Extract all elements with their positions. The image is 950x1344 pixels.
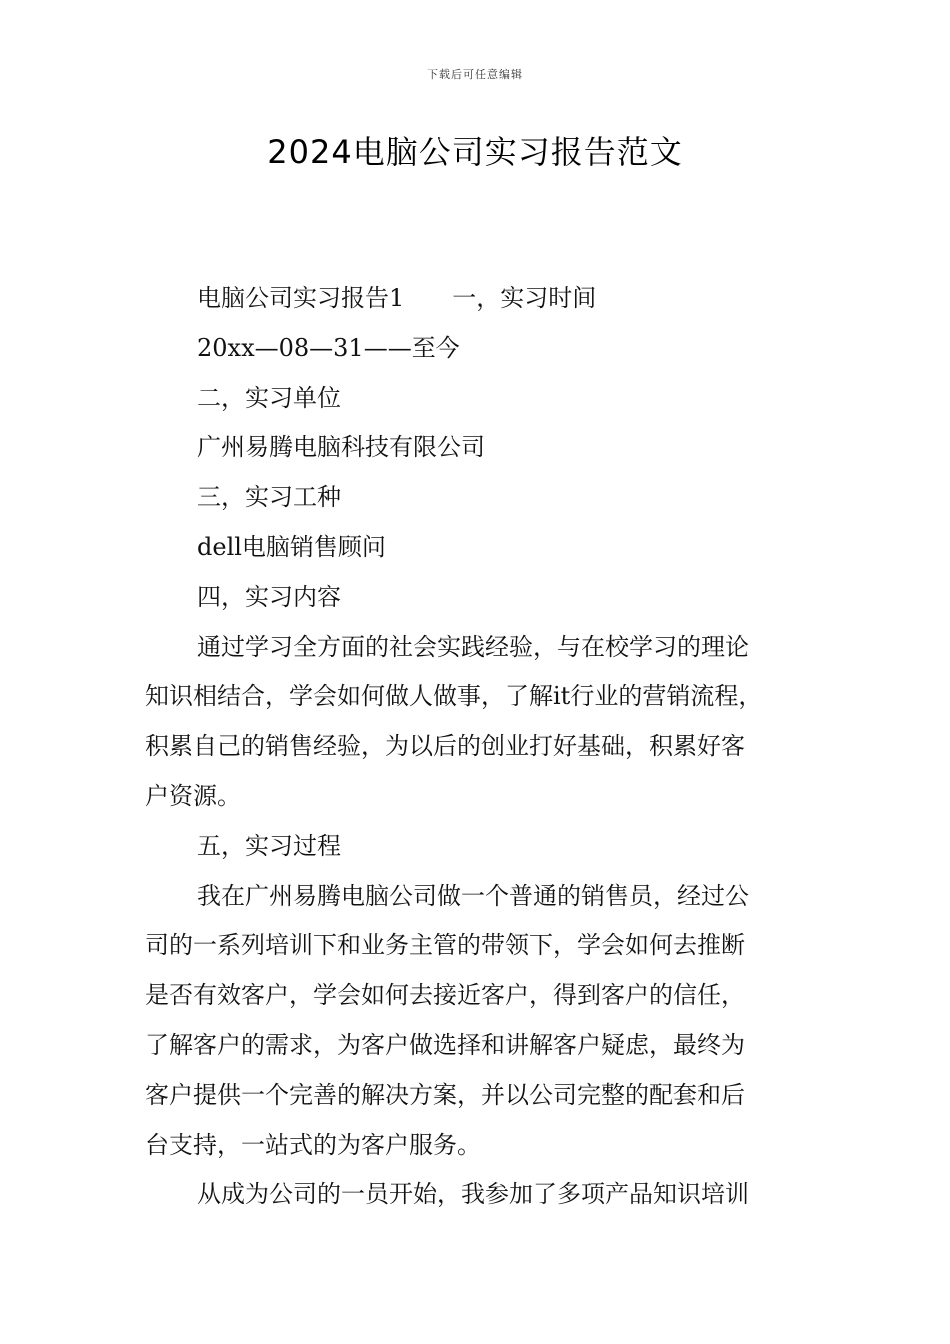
- heading-job-type: 三，实习工种: [197, 483, 341, 512]
- paragraph-content-line: 知识相结合，学会如何做人做事，了解it行业的营销流程，: [145, 682, 763, 711]
- company-name: 广州易腾电脑科技有限公司: [197, 433, 485, 462]
- heading-internship-unit: 二，实习单位: [197, 383, 341, 412]
- report-label: 电脑公司实习报告1: [197, 284, 405, 312]
- section-heading-time: [145, 274, 825, 324]
- heading-internship-time: 一，实习时间: [452, 284, 597, 312]
- paragraph-process-line: 是否有效客户，学会如何去接近客户，得到客户的信任，: [145, 981, 745, 1010]
- document-body: [145, 274, 825, 1220]
- paragraph-process-line: 司的一系列培训下和业务主管的带领下，学会如何去推断: [145, 931, 745, 960]
- heading-internship-process: 五，实习过程: [197, 831, 341, 860]
- paragraph-process-line: 了解客户的需求，为客户做选择和讲解客户疑虑，最终为: [145, 1030, 745, 1059]
- paragraph-content-line: 户资源。: [145, 781, 241, 810]
- document-title: 2024电脑公司实习报告范文: [267, 133, 683, 171]
- internship-date: 20xx—08—31——至今: [197, 333, 460, 362]
- header-note: 下载后可任意编辑: [427, 68, 523, 81]
- heading-internship-content: 四，实习内容: [197, 582, 341, 611]
- job-title: dell电脑销售顾问: [197, 532, 386, 561]
- paragraph-process-line: 客户提供一个完善的解决方案，并以公司完整的配套和后: [145, 1080, 745, 1109]
- paragraph-content-line: 积累自己的销售经验，为以后的创业打好基础，积累好客: [145, 732, 745, 761]
- paragraph-process-line: 我在广州易腾电脑公司做一个普通的销售员，经过公: [197, 881, 749, 910]
- paragraph-training-line: 从成为公司的一员开始，我参加了多项产品知识培训: [197, 1180, 749, 1209]
- paragraph-content-line: 通过学习全方面的社会实践经验，与在校学习的理论: [197, 632, 749, 661]
- paragraph-process-line: 台支持，一站式的为客户服务。: [145, 1130, 481, 1159]
